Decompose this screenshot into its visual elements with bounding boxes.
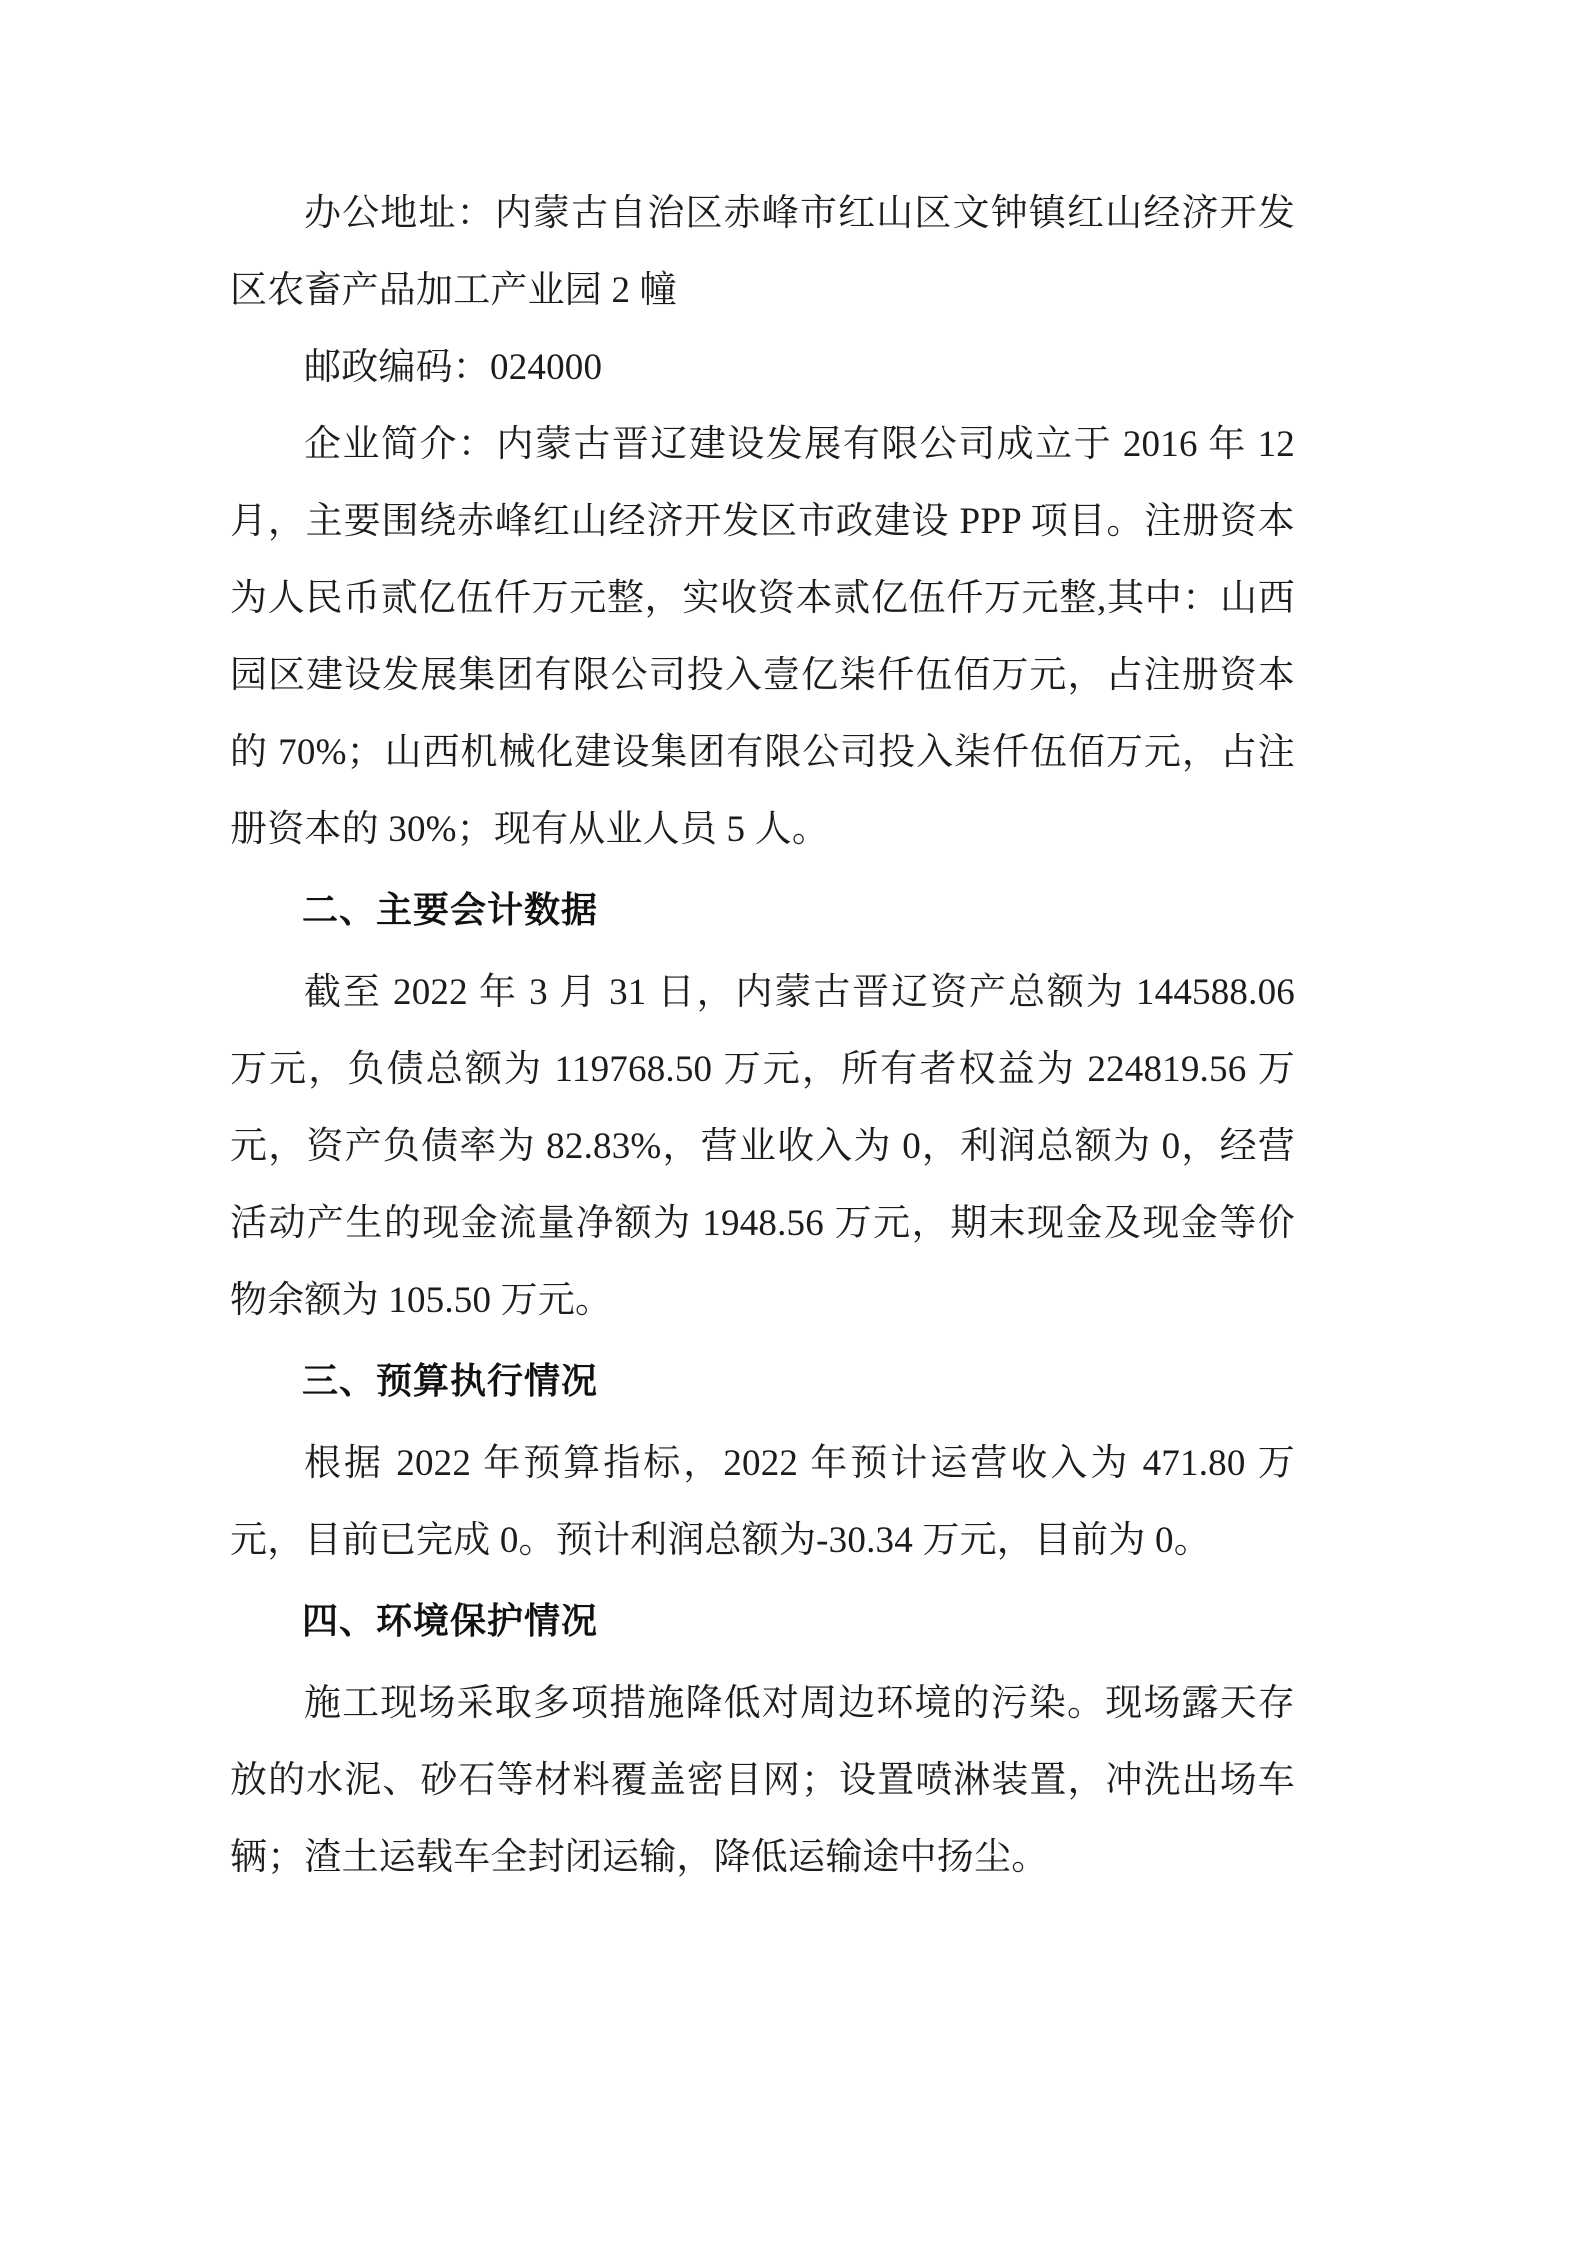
accounting-data-paragraph: 截至 2022 年 3 月 31 日，内蒙古晋辽资产总额为 144588.06 万元，负债总额为 119768.50 万元，所有者权益为 224819.56 万元，资产负债率为 82.83%，营业收入为 0，利润总额为 0，经营活动产生的现金流量净额为 1948.56 万元，期末现金及现金等价物余额为 105.50 万元。 — [230, 972, 1295, 1321]
postal-code-paragraph: 邮政编码：024000 — [304, 347, 603, 388]
document-body — [230, 175, 1295, 1896]
section-heading-environmental-protection: 四、环境保护情况 — [302, 1601, 599, 1642]
section-heading-budget-execution: 三、预算执行情况 — [302, 1361, 599, 1402]
environmental-protection-paragraph: 施工现场采取多项措施降低对周边环境的污染。现场露天存放的水泥、砂石等材料覆盖密目网；设置喷淋装置，冲洗出场车辆；渣土运载车全封闭运输，降低运输途中扬尘。 — [230, 1683, 1295, 1878]
company-profile-paragraph: 企业简介：内蒙古晋辽建设发展有限公司成立于 2016 年 12 月，主要围绕赤峰红山经济开发区市政建设 PPP 项目。注册资本为人民币贰亿伍仟万元整，实收资本贰亿伍仟万元整,其中：山西园区建设发展集团有限公司投入壹亿柒仟伍佰万元，占注册资本的 70%；山西机械化建设集团有限公司投入柒仟伍佰万元，占注册资本的 30%；现有从业人员 5 人。 — [230, 424, 1295, 850]
office-address-paragraph: 办公地址：内蒙古自治区赤峰市红山区文钟镇红山经济开发区农畜产品加工产业园 2 幢 — [230, 193, 1295, 311]
budget-execution-paragraph: 根据 2022 年预算指标，2022 年预计运营收入为 471.80 万元，目前已完成 0。预计利润总额为-30.34 万元，目前为 0。 — [230, 1443, 1295, 1561]
section-heading-accounting-data: 二、主要会计数据 — [302, 890, 599, 931]
